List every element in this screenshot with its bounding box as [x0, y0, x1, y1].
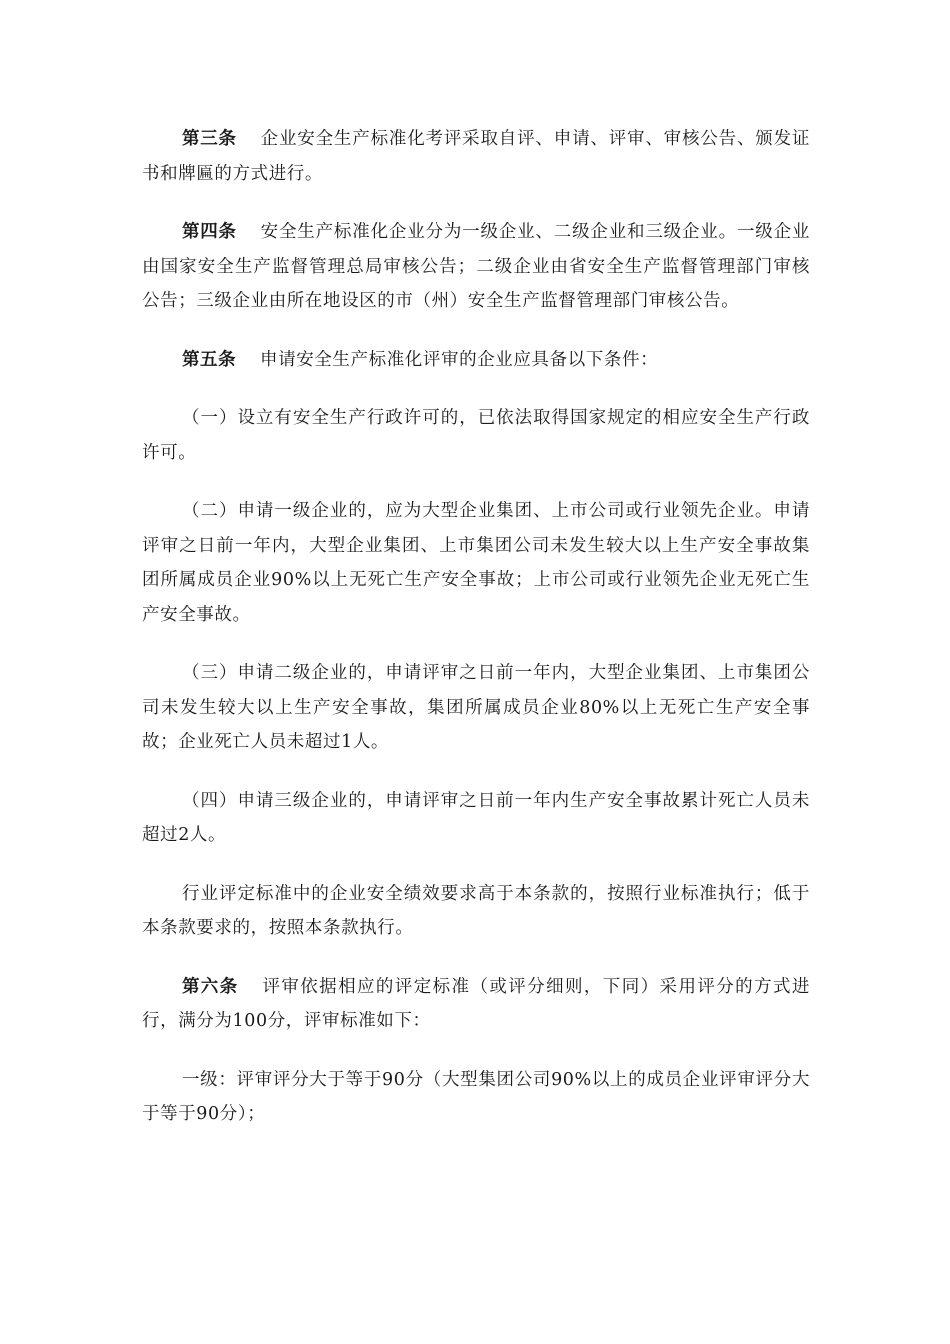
paragraph-text: 安全生产标准化企业分为一级企业、二级企业和三级企业。一级企业由国家安全生产监督管理总局审核公告；二级企业由省安全生产监督管理部门审核公告；三级企业由所在地设区的市（州）安全生产监督管理部门审核公告。	[142, 222, 810, 311]
condition-2-paragraph	[142, 494, 810, 632]
article-heading: 第四条	[182, 222, 237, 242]
article-4-paragraph	[142, 215, 810, 319]
paragraph-text: 一级：评审评分大于等于90分（大型集团公司90%以上的成员企业评审评分大于等于90分）；	[142, 1069, 810, 1124]
article-3-paragraph	[142, 122, 810, 191]
paragraph-text: （二）申请一级企业的，应为大型企业集团、上市公司或行业领先企业。申请评审之日前一年内，大型企业集团、上市集团公司未发生较大以上生产安全事故集团所属成员企业90%以上无死亡生产安全事故；上市公司或行业领先企业无死亡生产安全事故。	[142, 501, 810, 625]
paragraph-text: （三）申请二级企业的，申请评审之日前一年内，大型企业集团、上市集团公司未发生较大以上生产安全事故，集团所属成员企业80%以上无死亡生产安全事故；企业死亡人员未超过1人。	[142, 663, 810, 752]
condition-1-paragraph	[142, 401, 810, 470]
paragraph-text: 行业评定标准中的企业安全绩效要求高于本条款的，按照行业标准执行；低于本条款要求的，按照本条款执行。	[142, 883, 810, 938]
paragraph-text: （一）设立有安全生产行政许可的，已依法取得国家规定的相应安全生产行政许可。	[142, 408, 810, 463]
article-heading: 第六条	[182, 976, 239, 997]
article-heading: 第三条	[182, 129, 237, 149]
paragraph-text: （四）申请三级企业的，申请评审之日前一年内生产安全事故累计死亡人员未超过2人。	[142, 790, 810, 845]
condition-4-paragraph	[142, 784, 810, 853]
condition-3-paragraph	[142, 656, 810, 760]
paragraph-text: 企业安全生产标准化考评采取自评、申请、评审、审核公告、颁发证书和牌匾的方式进行。	[142, 129, 810, 184]
article-heading: 第五条	[182, 349, 236, 370]
document-page	[142, 122, 810, 1156]
paragraph-text: 评审依据相应的评定标准（或评分细则，下同）采用评分的方式进行，满分为100分，评审标准如下：	[142, 976, 811, 1031]
industry-standard-paragraph	[142, 877, 810, 946]
article-5-paragraph	[142, 343, 810, 378]
paragraph-text: 申请安全生产标准化评审的企业应具备以下条件：	[260, 349, 659, 370]
article-6-paragraph	[142, 970, 810, 1039]
level-1-paragraph	[142, 1063, 810, 1132]
